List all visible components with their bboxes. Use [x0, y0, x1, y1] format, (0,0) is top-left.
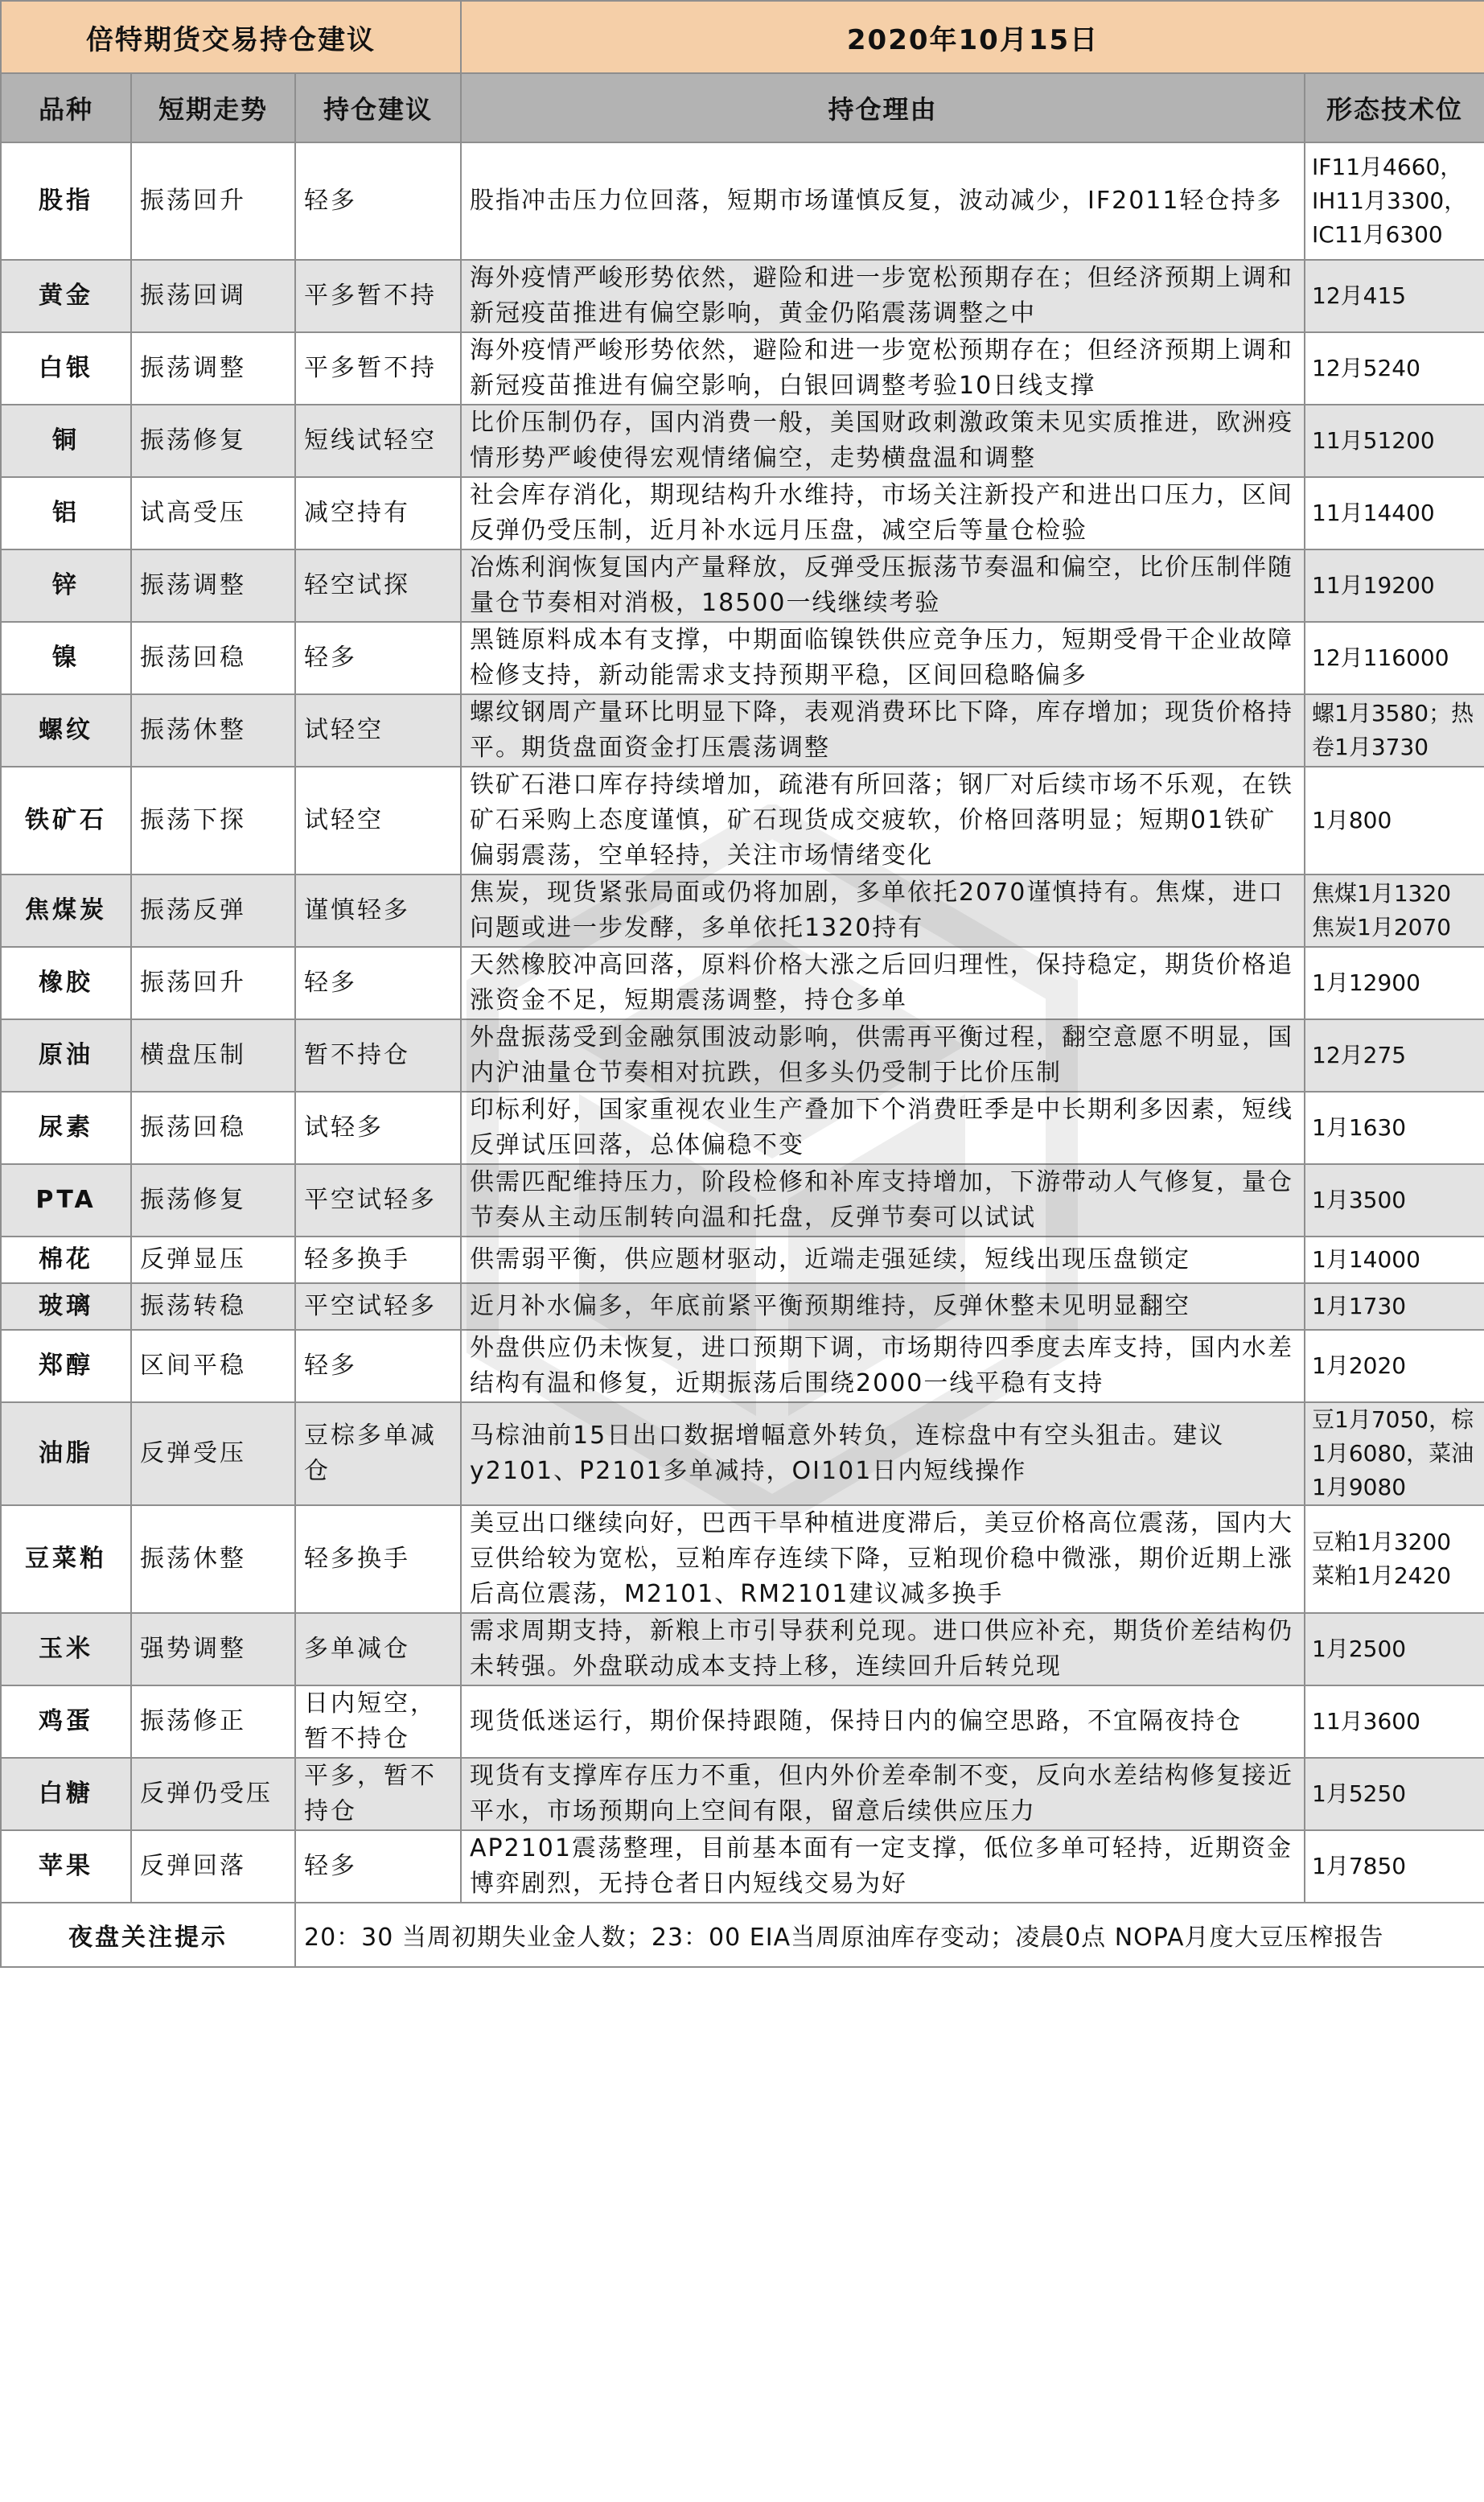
- table-row: [1, 1019, 1484, 1092]
- reason-cell: 外盘供应仍未恢复，进口预期下调，市场期待四季度去库支持，国内水差结构有温和修复，近期振荡后围绕2000一线平稳有支持: [461, 1330, 1305, 1402]
- advice-cell: 短线试轻空: [295, 405, 461, 477]
- trend-cell: 振荡反弹: [131, 874, 295, 947]
- sheet-title: 倍特期货交易持仓建议: [1, 1, 461, 73]
- variety-cell: 油脂: [1, 1402, 131, 1505]
- trend-cell: 振荡休整: [131, 694, 295, 767]
- reason-cell: 铁矿石港口库存持续增加，疏港有所回落；钢厂对后续市场不乐观，在铁矿石采购上态度谨慎，矿石现货成交疲软，价格回落明显；短期01铁矿偏弱震荡，空单轻持，关注市场情绪变化: [461, 767, 1305, 874]
- advice-cell: 谨慎轻多: [295, 874, 461, 947]
- reason-cell: 焦炭，现货紧张局面或仍将加剧，多单依托2070谨慎持有。焦煤，进口问题或进一步发酵，多单依托1320持有: [461, 874, 1305, 947]
- trend-cell: 振荡回升: [131, 142, 295, 260]
- technical-level-cell: 1月5250: [1305, 1758, 1484, 1830]
- technical-level-cell: 1月1630: [1305, 1092, 1484, 1164]
- sheet-date: 2020年10月15日: [461, 1, 1484, 73]
- table-row: [1, 477, 1484, 549]
- table-row: [1, 1505, 1484, 1613]
- technical-level-cell: 1月14000: [1305, 1237, 1484, 1283]
- advice-cell: 轻多: [295, 1330, 461, 1402]
- trend-cell: 反弹受压: [131, 1402, 295, 1505]
- table-row: [1, 405, 1484, 477]
- technical-level-cell: 12月5240: [1305, 332, 1484, 405]
- advice-cell: 试轻空: [295, 694, 461, 767]
- reason-cell: 供需匹配维持压力，阶段检修和补库支持增加，下游带动人气修复，量仓节奏从主动压制转向温和托盘，反弹节奏可以试试: [461, 1164, 1305, 1237]
- technical-level-cell: 12月275: [1305, 1019, 1484, 1092]
- table-row: [1, 947, 1484, 1019]
- trend-cell: 强势调整: [131, 1613, 295, 1685]
- table-row: [1, 694, 1484, 767]
- technical-level-cell: 12月415: [1305, 260, 1484, 332]
- advice-cell: 试轻空: [295, 767, 461, 874]
- advice-cell: 轻多: [295, 622, 461, 694]
- technical-level-cell: 焦煤1月1320 焦炭1月2070: [1305, 874, 1484, 947]
- advice-cell: 多单减仓: [295, 1613, 461, 1685]
- advice-cell: 平空试轻多: [295, 1164, 461, 1237]
- variety-cell: 玉米: [1, 1613, 131, 1685]
- reason-cell: 天然橡胶冲高回落，原料价格大涨之后回归理性，保持稳定，期货价格追涨资金不足，短期震荡调整，持仓多单: [461, 947, 1305, 1019]
- table-row: [1, 332, 1484, 405]
- technical-level-cell: 豆1月7050，棕1月6080，菜油1月9080: [1305, 1402, 1484, 1505]
- advice-cell: 平多暂不持: [295, 332, 461, 405]
- reason-cell: 螺纹钢周产量环比明显下降，表观消费环比下降，库存增加；现货价格持平。期货盘面资金打压震荡调整: [461, 694, 1305, 767]
- trend-cell: 振荡回稳: [131, 622, 295, 694]
- variety-cell: 尿素: [1, 1092, 131, 1164]
- footer-text: 20：30 当周初期失业金人数；23：00 EIA当周原油库存变动；凌晨0点 NOPA月度大豆压榨报告: [295, 1903, 1484, 1967]
- header-position-reason: 持仓理由: [461, 73, 1305, 142]
- trend-cell: 区间平稳: [131, 1330, 295, 1402]
- reason-cell: 供需弱平衡，供应题材驱动，近端走强延续，短线出现压盘锁定: [461, 1237, 1305, 1283]
- title-row: [1, 1, 1484, 73]
- variety-cell: 铁矿石: [1, 767, 131, 874]
- technical-level-cell: 螺1月3580；热卷1月3730: [1305, 694, 1484, 767]
- advice-cell: 豆棕多单减仓: [295, 1402, 461, 1505]
- table-row: [1, 1237, 1484, 1283]
- technical-level-cell: 11月51200: [1305, 405, 1484, 477]
- footer-label: 夜盘关注提示: [1, 1903, 295, 1967]
- advice-cell: 轻空试探: [295, 549, 461, 622]
- table-row: [1, 1092, 1484, 1164]
- table-row: [1, 1402, 1484, 1505]
- reason-cell: 外盘振荡受到金融氛围波动影响，供需再平衡过程，翻空意愿不明显，国内沪油量仓节奏相对抗跌，但多头仍受制于比价压制: [461, 1019, 1305, 1092]
- variety-cell: 螺纹: [1, 694, 131, 767]
- variety-cell: 苹果: [1, 1830, 131, 1903]
- advice-cell: 轻多: [295, 947, 461, 1019]
- advice-cell: 轻多: [295, 142, 461, 260]
- technical-level-cell: IF11月4660，IH11月3300，IC11月6300: [1305, 142, 1484, 260]
- variety-cell: 棉花: [1, 1237, 131, 1283]
- table-row: [1, 1283, 1484, 1330]
- table-row: [1, 874, 1484, 947]
- header-technical-level: 形态技术位: [1305, 73, 1484, 142]
- variety-cell: 橡胶: [1, 947, 131, 1019]
- variety-cell: 白银: [1, 332, 131, 405]
- advice-cell: 减空持有: [295, 477, 461, 549]
- reason-cell: 海外疫情严峻形势依然，避险和进一步宽松预期存在；但经济预期上调和新冠疫苗推进有偏空影响，黄金仍陷震荡调整之中: [461, 260, 1305, 332]
- table-row: [1, 1758, 1484, 1830]
- advice-cell: 轻多: [295, 1830, 461, 1903]
- reason-cell: 美豆出口继续向好，巴西干旱种植进度滞后，美豆价格高位震荡，国内大豆供给较为宽松，豆粕库存连续下降，豆粕现价稳中微涨，期价近期上涨后高位震荡，M2101、RM2101建议减多换手: [461, 1505, 1305, 1613]
- technical-level-cell: 12月116000: [1305, 622, 1484, 694]
- table-row: [1, 142, 1484, 260]
- technical-level-cell: 1月2020: [1305, 1330, 1484, 1402]
- variety-cell: 镍: [1, 622, 131, 694]
- advice-cell: 轻多换手: [295, 1505, 461, 1613]
- trend-cell: 振荡回调: [131, 260, 295, 332]
- trend-cell: 振荡回稳: [131, 1092, 295, 1164]
- variety-cell: 玻璃: [1, 1283, 131, 1330]
- variety-cell: 郑醇: [1, 1330, 131, 1402]
- trend-cell: 横盘压制: [131, 1019, 295, 1092]
- trend-cell: 振荡修正: [131, 1685, 295, 1758]
- advice-cell: 日内短空，暂不持仓: [295, 1685, 461, 1758]
- trend-cell: 振荡修复: [131, 405, 295, 477]
- trend-cell: 振荡下探: [131, 767, 295, 874]
- trend-cell: 反弹仍受压: [131, 1758, 295, 1830]
- advice-cell: 平多，暂不持仓: [295, 1758, 461, 1830]
- reason-cell: 近月补水偏多，年底前紧平衡预期维持，反弹休整未见明显翻空: [461, 1283, 1305, 1330]
- reason-cell: 马棕油前15日出口数据增幅意外转负，连棕盘中有空头狙击。建议y2101、P2101多单减持，OI101日内短线操作: [461, 1402, 1305, 1505]
- table-row: [1, 260, 1484, 332]
- technical-level-cell: 11月19200: [1305, 549, 1484, 622]
- technical-level-cell: 1月12900: [1305, 947, 1484, 1019]
- variety-cell: 铜: [1, 405, 131, 477]
- table-row: [1, 1330, 1484, 1402]
- trend-cell: 试高受压: [131, 477, 295, 549]
- header-short-trend: 短期走势: [131, 73, 295, 142]
- header-variety: 品种: [1, 73, 131, 142]
- technical-level-cell: 1月1730: [1305, 1283, 1484, 1330]
- reason-cell: 需求周期支持，新粮上市引导获利兑现。进口供应补充，期货价差结构仍未转强。外盘联动成本支持上移，连续回升后转兑现: [461, 1613, 1305, 1685]
- table-row: [1, 1164, 1484, 1237]
- trend-cell: 反弹显压: [131, 1237, 295, 1283]
- reason-cell: 社会库存消化，期现结构升水维持，市场关注新投产和进出口压力，区间反弹仍受压制，近月补水远月压盘，减空后等量仓检验: [461, 477, 1305, 549]
- trend-cell: 振荡休整: [131, 1505, 295, 1613]
- trend-cell: 振荡调整: [131, 332, 295, 405]
- trend-cell: 振荡修复: [131, 1164, 295, 1237]
- table-row: [1, 622, 1484, 694]
- header-row: [1, 73, 1484, 142]
- technical-level-cell: 1月7850: [1305, 1830, 1484, 1903]
- variety-cell: 焦煤炭: [1, 874, 131, 947]
- footer-row: [1, 1903, 1484, 1967]
- reason-cell: 股指冲击压力位回落，短期市场谨慎反复，波动减少，IF2011轻仓持多: [461, 142, 1305, 260]
- advice-table-body: [1, 1, 1484, 1967]
- technical-level-cell: 豆粕1月3200 菜粕1月2420: [1305, 1505, 1484, 1613]
- trend-cell: 振荡转稳: [131, 1283, 295, 1330]
- advice-cell: 试轻多: [295, 1092, 461, 1164]
- reason-cell: 黑链原料成本有支撑，中期面临镍铁供应竞争压力，短期受骨干企业故障检修支持，新动能需求支持预期平稳，区间回稳略偏多: [461, 622, 1305, 694]
- technical-level-cell: 11月3600: [1305, 1685, 1484, 1758]
- table-row: [1, 1830, 1484, 1903]
- advice-cell: 暂不持仓: [295, 1019, 461, 1092]
- reason-cell: 现货低迷运行，期价保持跟随，保持日内的偏空思路，不宜隔夜持仓: [461, 1685, 1305, 1758]
- table-row: [1, 1685, 1484, 1758]
- reason-cell: 比价压制仍存，国内消费一般，美国财政刺激政策未见实质推进，欧洲疫情形势严峻使得宏观情绪偏空，走势横盘温和调整: [461, 405, 1305, 477]
- variety-cell: 黄金: [1, 260, 131, 332]
- reason-cell: AP2101震荡整理，目前基本面有一定支撑，低位多单可轻持，近期资金博弈剧烈，无持仓者日内短线交易为好: [461, 1830, 1305, 1903]
- variety-cell: 锌: [1, 549, 131, 622]
- variety-cell: 股指: [1, 142, 131, 260]
- reason-cell: 印标利好，国家重视农业生产叠加下个消费旺季是中长期利多因素，短线反弹试压回落，总体偏稳不变: [461, 1092, 1305, 1164]
- reason-cell: 现货有支撑库存压力不重，但内外价差牵制不变，反向水差结构修复接近平水，市场预期向上空间有限，留意后续供应压力: [461, 1758, 1305, 1830]
- variety-cell: 豆菜粕: [1, 1505, 131, 1613]
- header-position-advice: 持仓建议: [295, 73, 461, 142]
- technical-level-cell: 11月14400: [1305, 477, 1484, 549]
- technical-level-cell: 1月2500: [1305, 1613, 1484, 1685]
- trend-cell: 振荡调整: [131, 549, 295, 622]
- table-row: [1, 767, 1484, 874]
- trend-cell: 振荡回升: [131, 947, 295, 1019]
- table-row: [1, 1613, 1484, 1685]
- technical-level-cell: 1月800: [1305, 767, 1484, 874]
- advice-cell: 轻多换手: [295, 1237, 461, 1283]
- reason-cell: 冶炼利润恢复国内产量释放，反弹受压振荡节奏温和偏空，比价压制伴随量仓节奏相对消极，18500一线继续考验: [461, 549, 1305, 622]
- reason-cell: 海外疫情严峻形势依然，避险和进一步宽松预期存在；但经济预期上调和新冠疫苗推进有偏空影响，白银回调整考验10日线支撑: [461, 332, 1305, 405]
- advice-cell: 平多暂不持: [295, 260, 461, 332]
- table-row: [1, 549, 1484, 622]
- variety-cell: 白糖: [1, 1758, 131, 1830]
- variety-cell: 鸡蛋: [1, 1685, 131, 1758]
- advice-cell: 平空试轻多: [295, 1283, 461, 1330]
- technical-level-cell: 1月3500: [1305, 1164, 1484, 1237]
- variety-cell: 铝: [1, 477, 131, 549]
- trend-cell: 反弹回落: [131, 1830, 295, 1903]
- variety-cell: PTA: [1, 1164, 131, 1237]
- variety-cell: 原油: [1, 1019, 131, 1092]
